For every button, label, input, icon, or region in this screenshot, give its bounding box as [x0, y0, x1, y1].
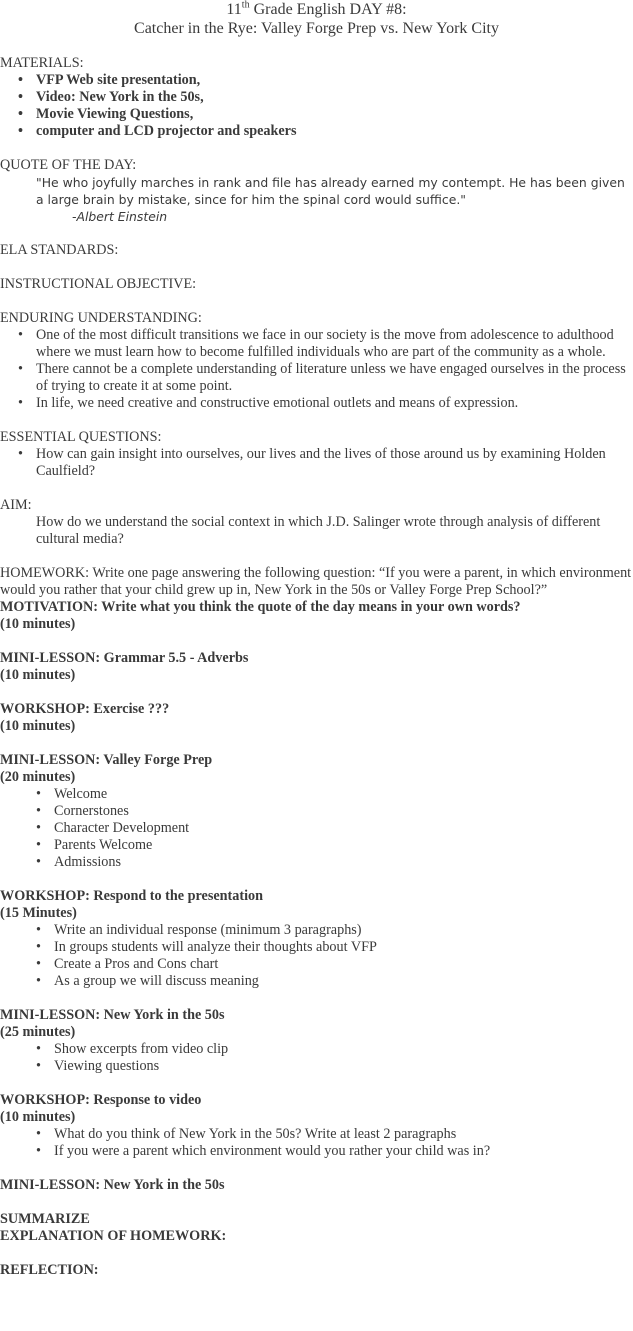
list-item: [0, 123, 633, 140]
materials-heading: MATERIALS:: [0, 55, 84, 71]
workshop-2-list: [0, 922, 633, 990]
workshop-2-time: (15 Minutes): [0, 905, 77, 921]
list-item-text: Cornerstones: [54, 803, 129, 819]
list-item: [0, 922, 633, 939]
bullet-icon: •: [18, 395, 23, 411]
list-item: [0, 1058, 633, 1075]
list-item-text: One of the most difficult transitions we face in our society is the move from adolescence to adulthood where we must learn how to become fulfilled individuals who are part of the community as a whole.: [36, 327, 614, 360]
title-text: Grade English DAY #8:: [249, 1, 407, 18]
list-item: [0, 1143, 633, 1160]
list-item: [0, 106, 633, 123]
list-item: [0, 446, 633, 480]
bullet-icon: •: [36, 786, 41, 802]
mini-lesson-2-time: (20 minutes): [0, 769, 76, 785]
quote-text: "He who joyfully marches in rank and file has already earned my contempt. He has been given a large brain by mistake, since for him the spinal cord would suffice.": [36, 175, 625, 207]
mini-lesson-4-heading: MINI-LESSON: New York in the 50s: [0, 1177, 225, 1193]
aim-heading: AIM:: [0, 497, 32, 513]
list-item: [0, 89, 633, 106]
list-item: [0, 820, 633, 837]
workshop-3-list: [0, 1126, 633, 1160]
mini-lesson-1-time: (10 minutes): [0, 667, 76, 683]
title-number: 11: [226, 1, 242, 18]
bullet-icon: •: [18, 327, 23, 343]
summarize-heading: SUMMARIZE: [0, 1211, 90, 1227]
bullet-icon: •: [18, 361, 23, 377]
bullet-icon: •: [18, 72, 23, 88]
bullet-icon: •: [18, 89, 23, 105]
list-item-text: Welcome: [54, 786, 108, 802]
mini-lesson-3-list: [0, 1041, 633, 1075]
reflection-heading: REFLECTION:: [0, 1262, 99, 1278]
list-item-text: Viewing questions: [54, 1058, 160, 1074]
list-item-text: computer and LCD projector and speakers: [36, 123, 297, 139]
bullet-icon: •: [36, 922, 41, 938]
bullet-icon: •: [36, 803, 41, 819]
explanation-heading: EXPLANATION OF HOMEWORK:: [0, 1228, 227, 1244]
bullet-icon: •: [36, 1126, 41, 1142]
list-item: [0, 395, 633, 412]
enduring-list: [0, 327, 633, 412]
homework-text: HOMEWORK: Write one page answering the following question: “If you were a parent, in which environment would you rather that your child grew up in, New York in the 50s or Valley Forge Prep School?”: [0, 565, 632, 598]
list-item-text: Write an individual response (minimum 3 paragraphs): [54, 922, 362, 938]
mini-lesson-3-time: (25 minutes): [0, 1024, 76, 1040]
workshop-3-time: (10 minutes): [0, 1109, 76, 1125]
list-item: [0, 973, 633, 990]
bullet-icon: •: [36, 1041, 41, 1057]
essential-heading: ESSENTIAL QUESTIONS:: [0, 429, 162, 445]
workshop-3-heading: WORKSHOP: Response to video: [0, 1092, 202, 1108]
mini-lesson-2-list: [0, 786, 633, 871]
bullet-icon: •: [18, 123, 23, 139]
workshop-1-heading: WORKSHOP: Exercise ???: [0, 701, 170, 717]
list-item: [0, 1041, 633, 1058]
list-item: [0, 72, 633, 89]
list-item: [0, 956, 633, 973]
mini-lesson-2-heading: MINI-LESSON: Valley Forge Prep: [0, 752, 213, 768]
title-ordinal-suffix: th: [241, 0, 250, 11]
bullet-icon: •: [18, 106, 23, 122]
mini-lesson-1-heading: MINI-LESSON: Grammar 5.5 - Adverbs: [0, 650, 249, 666]
bullet-icon: •: [36, 939, 41, 955]
list-item: [0, 939, 633, 956]
aim-text: How do we understand the social context in which J.D. Salinger wrote through analysis of different cultural media?: [36, 514, 601, 547]
document-subtitle: Catcher in the Rye: Valley Forge Prep vs. New York City: [134, 20, 499, 37]
list-item-text: How can gain insight into ourselves, our lives and the lives of those around us by examining Holden Caulfield?: [36, 446, 606, 479]
list-item-text: Video: New York in the 50s,: [36, 89, 204, 105]
bullet-icon: •: [36, 820, 41, 836]
document-title: [0, 0, 633, 19]
mini-lesson-3-heading: MINI-LESSON: New York in the 50s: [0, 1007, 225, 1023]
objective-heading: INSTRUCTIONAL OBJECTIVE:: [0, 276, 197, 292]
quote-heading: QUOTE OF THE DAY:: [0, 157, 137, 173]
quote-author: -Albert Einstein: [72, 209, 168, 224]
motivation-time: (10 minutes): [0, 616, 76, 632]
materials-list: [0, 72, 633, 140]
list-item-text: Character Development: [54, 820, 190, 836]
list-item-text: Admissions: [54, 854, 122, 870]
list-item: [0, 803, 633, 820]
list-item-text: What do you think of New York in the 50s? Write at least 2 paragraphs: [54, 1126, 457, 1142]
list-item: [0, 854, 633, 871]
bullet-icon: •: [36, 837, 41, 853]
bullet-icon: •: [36, 1143, 41, 1159]
bullet-icon: •: [18, 446, 23, 462]
list-item-text: Create a Pros and Cons chart: [54, 956, 219, 972]
essential-list: [0, 446, 633, 480]
list-item-text: VFP Web site presentation,: [36, 72, 201, 88]
list-item-text: If you were a parent which environment would you rather your child was in?: [54, 1143, 491, 1159]
list-item-text: Parents Welcome: [54, 837, 153, 853]
list-item: [0, 786, 633, 803]
list-item-text: Show excerpts from video clip: [54, 1041, 229, 1057]
enduring-heading: ENDURING UNDERSTANDING:: [0, 310, 202, 326]
list-item-text: In life, we need creative and constructive emotional outlets and means of expression.: [36, 395, 519, 411]
workshop-1-time: (10 minutes): [0, 718, 76, 734]
quote-author-row: [0, 208, 633, 225]
motivation-heading: MOTIVATION: Write what you think the quote of the day means in your own words?: [0, 599, 521, 615]
list-item: [0, 837, 633, 854]
ela-standards-heading: ELA STANDARDS:: [0, 242, 119, 258]
list-item-text: There cannot be a complete understanding of literature unless we have engaged ourselves in the process of trying to create it at some point.: [36, 361, 626, 394]
workshop-2-heading: WORKSHOP: Respond to the presentation: [0, 888, 264, 904]
list-item: [0, 361, 633, 395]
bullet-icon: •: [36, 854, 41, 870]
bullet-icon: •: [36, 973, 41, 989]
bullet-icon: •: [36, 956, 41, 972]
list-item-text: Movie Viewing Questions,: [36, 106, 194, 122]
list-item: [0, 327, 633, 361]
bullet-icon: •: [36, 1058, 41, 1074]
list-item: [0, 1126, 633, 1143]
list-item-text: As a group we will discuss meaning: [54, 973, 259, 989]
list-item-text: In groups students will analyze their thoughts about VFP: [54, 939, 377, 955]
